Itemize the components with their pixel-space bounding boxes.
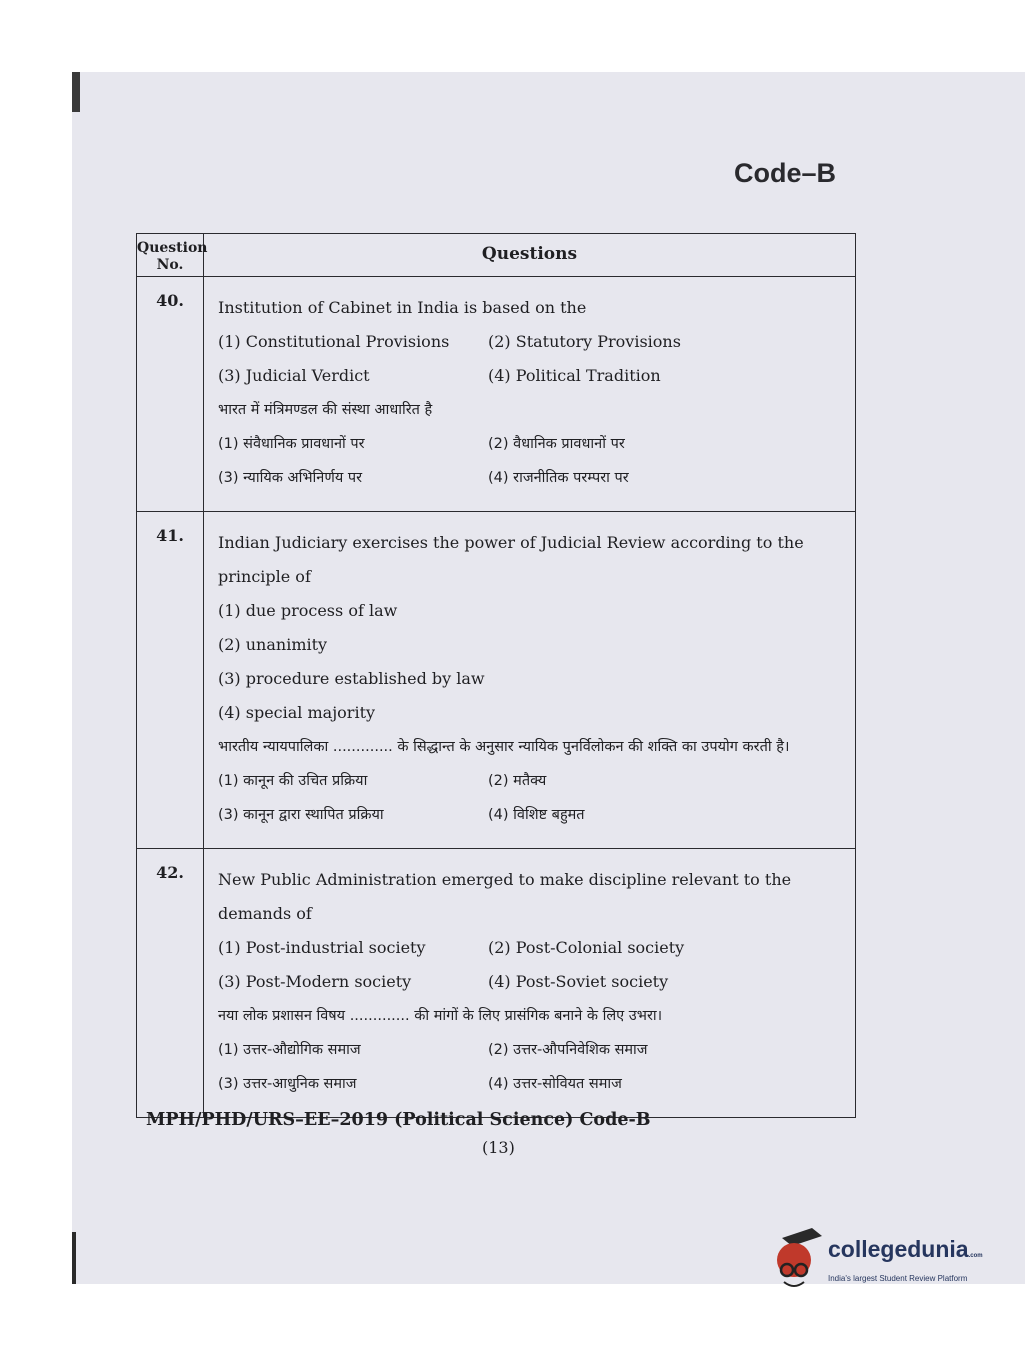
scan-edge-mark <box>72 1232 76 1284</box>
question-body <box>204 277 856 512</box>
option: (3) न्यायिक अभिनिर्णय पर <box>218 470 363 486</box>
option: (2) मतैक्य <box>488 773 547 789</box>
question-stem-hi: भारतीय न्यायपालिका ............. के सिद्धान्त के अनुसार न्यायिक पुनर्विलोकन की शक्ति का उपयोग करती है। <box>218 739 790 755</box>
option: (4) राजनीतिक परम्परा पर <box>488 470 629 486</box>
table-header-row <box>137 234 856 277</box>
option: (1) संवैधानिक प्रावधानों पर <box>218 436 365 452</box>
option: (3) procedure established by law <box>218 669 485 688</box>
question-number: 41. <box>137 512 204 849</box>
option: (3) कानून द्वारा स्थापित प्रक्रिया <box>218 807 384 823</box>
options-en <box>218 931 855 999</box>
option: (1) due process of law <box>218 601 398 620</box>
column-header-qno: Question No. <box>137 234 204 277</box>
scan-edge-mark <box>72 72 80 112</box>
question-body <box>204 849 856 1118</box>
option: (1) Post-industrial society <box>218 938 426 957</box>
question-stem-hi: भारत में मंत्रिमण्डल की संस्था आधारित है <box>218 402 433 418</box>
option: (4) उत्तर-सोवियत समाज <box>488 1076 622 1092</box>
option: (1) कानून की उचित प्रक्रिया <box>218 773 368 789</box>
option: (4) special majority <box>218 703 376 722</box>
options-hi <box>218 1033 855 1101</box>
option: (3) Post-Modern society <box>218 972 412 991</box>
option: (1) Constitutional Provisions <box>218 332 450 351</box>
questions-table <box>136 233 856 1118</box>
option: (4) विशिष्ट बहुमत <box>488 807 585 823</box>
option: (3) उत्तर-आधुनिक समाज <box>218 1076 357 1092</box>
question-stem-en: New Public Administration emerged to make discipline relevant to the demands of <box>218 870 792 923</box>
question-stem-en: Indian Judiciary exercises the power of Judicial Review according to the principle of <box>218 533 804 586</box>
code-label: Code–B <box>734 158 837 188</box>
option: (2) Post-Colonial society <box>488 938 685 957</box>
collegedunia-logo <box>770 1220 995 1310</box>
options-hi <box>218 427 855 495</box>
option: (4) Post-Soviet society <box>488 972 669 991</box>
question-body <box>204 512 856 849</box>
question-row <box>137 277 856 512</box>
question-number: 40. <box>137 277 204 512</box>
option: (2) unanimity <box>218 635 328 654</box>
options-en <box>218 325 855 393</box>
mascot-icon <box>770 1226 828 1296</box>
option: (3) Judicial Verdict <box>218 366 370 385</box>
option: (2) उत्तर-औपनिवेशिक समाज <box>488 1042 648 1058</box>
option: (4) Political Tradition <box>488 366 661 385</box>
question-stem-hi: नया लोक प्रशासन विषय ............. की मांगों के लिए प्रासंगिक बनाने के लिए उभरा। <box>218 1008 663 1024</box>
options-hi <box>218 764 855 832</box>
logo-name: collegedunia.com <box>828 1236 983 1262</box>
column-header-questions: Questions <box>204 234 856 277</box>
option: (2) Statutory Provisions <box>488 332 681 351</box>
question-stem-en: Institution of Cabinet in India is based on the <box>218 298 587 317</box>
logo-tagline: India's largest Student Review Platform <box>828 1274 968 1283</box>
option: (1) उत्तर-औद्योगिक समाज <box>218 1042 361 1058</box>
page-number: (13) <box>482 1138 515 1157</box>
question-row <box>137 849 856 1118</box>
question-row <box>137 512 856 849</box>
option: (2) वैधानिक प्रावधानों पर <box>488 436 625 452</box>
question-number: 42. <box>137 849 204 1118</box>
footer-title: MPH/PHD/URS–EE–2019 (Political Science) Code-B <box>146 1110 651 1130</box>
